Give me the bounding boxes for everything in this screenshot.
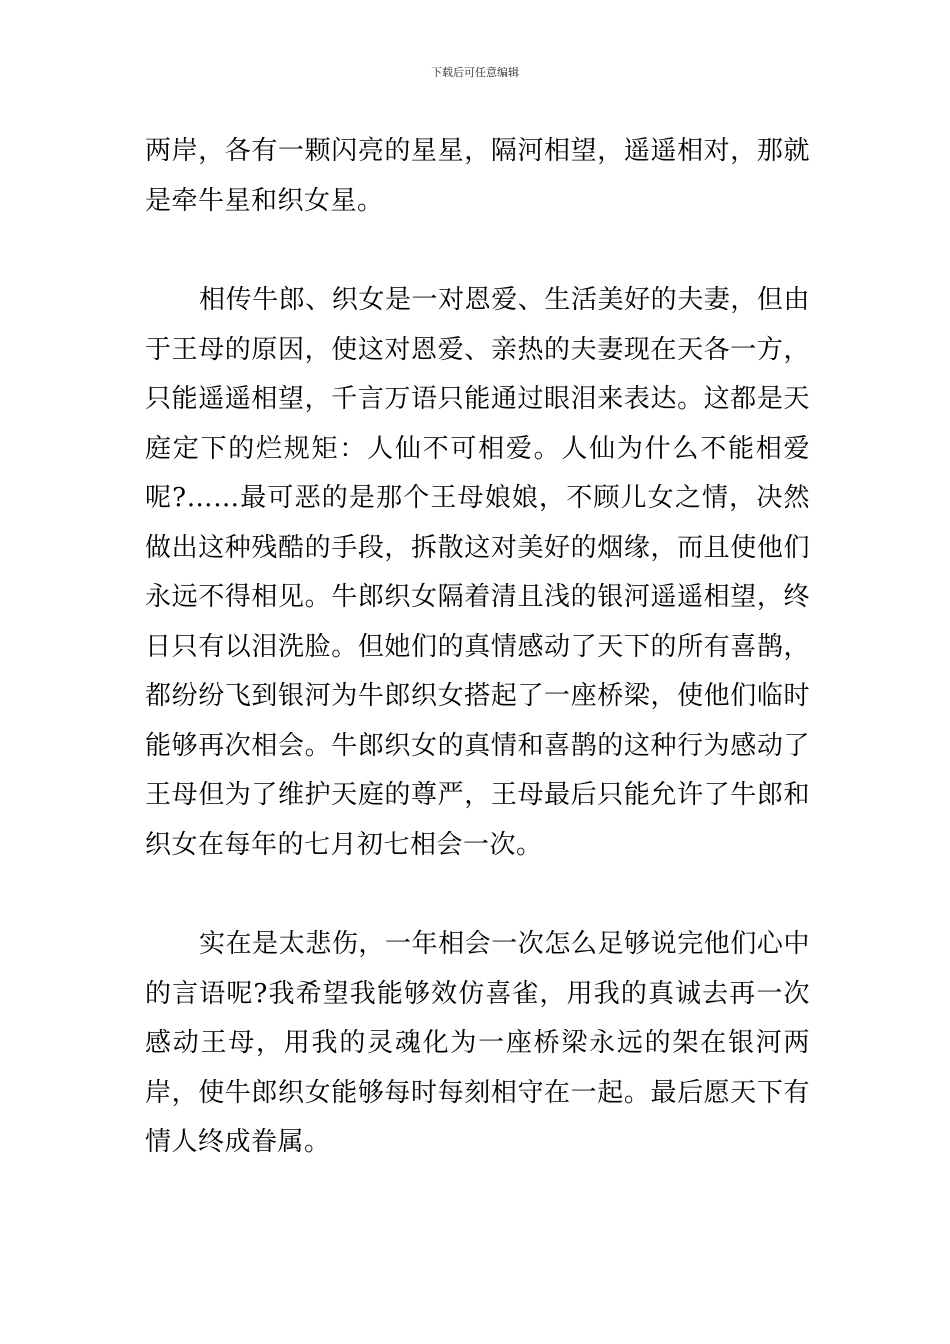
paragraph-2: 相传牛郎、织女是一对恩爱、生活美好的夫妻，但由于王母的原因，使这对恩爱、亲热的夫妻现在天各一方，只能遥遥相望，千言万语只能通过眼泪来表达。这都是天庭定下的烂规矩：人仙不可相爱。人仙为什么不能相爱呢?……最可恶的是那个王母娘娘，不顾儿女之情，决然做出这种残酷的手段，拆散这对美好的烟缘，而且使他们永远不得相见。牛郎织女隔着清且浅的银河遥遥相望，终日只有以泪洗脸。但她们的真情感动了天下的所有喜鹊，都纷纷飞到银河为牛郎织女搭起了一座桥梁，使他们临时能够再次相会。牛郎织女的真情和喜鹊的这种行为感动了王母但为了维护天庭的尊严，王母最后只能允许了牛郎和织女在每年的七月初七相会一次。 — [145, 285, 810, 860]
paragraph-3: 实在是太悲伤，一年相会一次怎么足够说完他们心中的言语呢?我希望我能够效仿喜雀，用我的真诚去再一次感动王母，用我的灵魂化为一座桥梁永远的架在银河两岸，使牛郎织女能够每时每刻相守在一起。最后愿天下有情人终成眷属。 — [145, 929, 810, 1157]
page-header: 下载后可任意编辑 — [431, 66, 519, 79]
paragraph-1: 两岸，各有一颗闪亮的星星，隔河相望，遥遥相对，那就是牵牛星和织女星。 — [145, 136, 810, 216]
